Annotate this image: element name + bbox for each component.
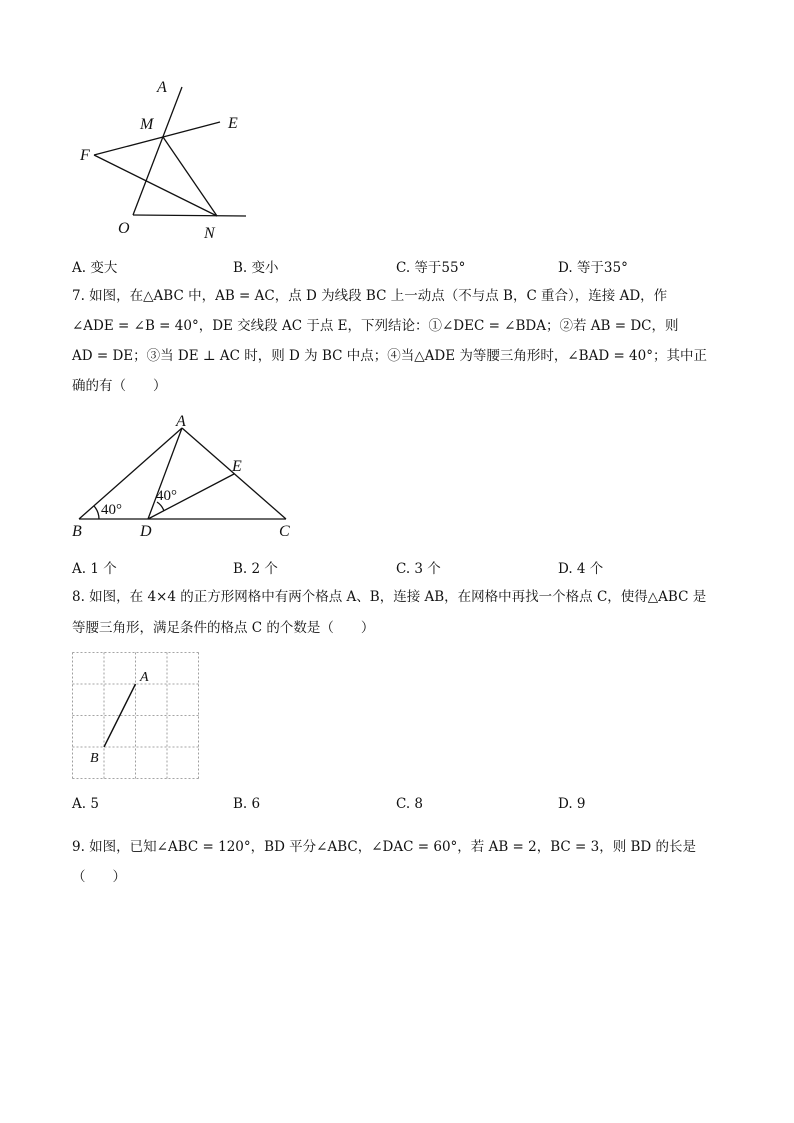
figure-grid-4x4 bbox=[70, 650, 202, 782]
figure-angle-fmn bbox=[70, 75, 260, 245]
angle-arc-b bbox=[94, 506, 99, 519]
label-b: B bbox=[72, 523, 82, 540]
q7-text-line-4: 确的有（ ） bbox=[72, 378, 167, 394]
q7-text-line-1: 7. 如图，在△ABC 中，AB = AC，点 D 为线段 BC 上一动点（不与点 B，C 重合），连接 AD，作 bbox=[72, 288, 668, 304]
segment-ad bbox=[148, 428, 182, 519]
q7-text-line-2: ∠ADE = ∠B = 40°，DE 交线段 AC 于点 E，下列结论：①∠DEC = ∠BDA；②若 AB = DC，则 bbox=[72, 318, 679, 334]
label-a: A bbox=[140, 670, 149, 685]
label-d: D bbox=[140, 523, 152, 540]
q6-option-a[interactable]: A. 变大 bbox=[72, 260, 118, 276]
q8-option-a[interactable]: A. 5 bbox=[72, 796, 99, 812]
q6-option-d[interactable]: D. 等于35° bbox=[558, 260, 628, 276]
q8-option-c[interactable]: C. 8 bbox=[396, 796, 424, 812]
angle-b-value: 40° bbox=[101, 502, 122, 518]
segment-fn bbox=[94, 155, 217, 216]
figure-triangle-abc bbox=[68, 410, 298, 540]
label-e: E bbox=[228, 115, 238, 132]
q7-option-c[interactable]: C. 3 个 bbox=[396, 561, 441, 577]
label-f: F bbox=[80, 147, 90, 164]
angle-d-value: 40° bbox=[156, 488, 177, 504]
q9-text-line-1: 9. 如图，已知∠ABC = 120°，BD 平分∠ABC，∠DAC = 60°，若 AB = 2，BC = 3，则 BD 的长是 bbox=[72, 839, 697, 855]
q6-option-b[interactable]: B. 变小 bbox=[233, 260, 279, 276]
label-a: A bbox=[157, 79, 167, 96]
ray-me bbox=[163, 122, 220, 137]
q8-option-d[interactable]: D. 9 bbox=[558, 796, 586, 812]
q6-option-c[interactable]: C. 等于55° bbox=[396, 260, 466, 276]
label-c: C bbox=[279, 523, 290, 540]
label-a: A bbox=[176, 413, 186, 430]
label-n: N bbox=[204, 225, 215, 242]
segment-fm bbox=[94, 137, 163, 155]
segment-ab bbox=[79, 428, 182, 519]
q8-option-b[interactable]: B. 6 bbox=[233, 796, 261, 812]
q8-text-line-2: 等腰三角形，满足条件的格点 C 的个数是（ ） bbox=[72, 620, 375, 636]
q8-text-line-1: 8. 如图，在 4×4 的正方形网格中有两个格点 A、B，连接 AB，在网格中再找一个格点 C，使得△ABC 是 bbox=[72, 589, 707, 605]
ray-on bbox=[133, 215, 246, 216]
label-o: O bbox=[118, 220, 130, 237]
segment-mn bbox=[163, 137, 217, 216]
label-b: B bbox=[90, 751, 99, 766]
q7-option-d[interactable]: D. 4 个 bbox=[558, 561, 604, 577]
q7-option-a[interactable]: A. 1 个 bbox=[72, 561, 117, 577]
q9-text-line-2: （ ） bbox=[72, 869, 126, 885]
label-e: E bbox=[232, 458, 242, 475]
q7-text-line-3: AD = DE；③当 DE ⊥ AC 时，则 D 为 BC 中点；④当△ADE 为等腰三角形时，∠BAD = 40°；其中正 bbox=[72, 348, 707, 364]
label-m: M bbox=[140, 116, 154, 133]
q7-option-b[interactable]: B. 2 个 bbox=[233, 561, 278, 577]
ray-oa bbox=[133, 87, 182, 215]
